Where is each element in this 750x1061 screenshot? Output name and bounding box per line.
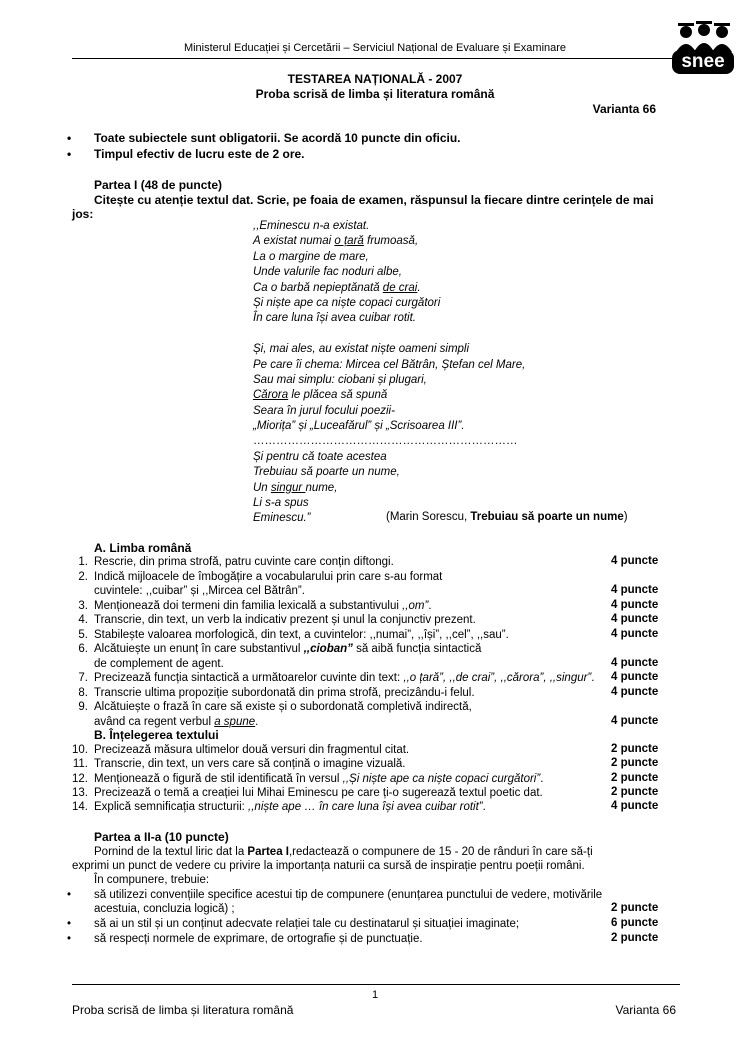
question: 12. Menționează o figură de stil identificată în versul ,,Și niște ape ca niște copaci curgători”. (72, 773, 544, 785)
question: 7. Precizează funcția sintactică a următoarelor cuvinte din text: ,,o țară”, ,,de crai”, ,,cărora”, ,,singur”. (78, 672, 595, 684)
general-rule: • Toate subiectele sunt obligatorii. Se acordă 10 puncte din oficiu. (67, 131, 461, 145)
poem-line: Ca o barbă nepieptănată de crai. (253, 281, 421, 294)
question-points: 4 puncte (611, 584, 659, 596)
poem-line: Un singur nume, (253, 481, 338, 494)
question-points: 4 puncte (611, 686, 659, 698)
poem-line: Trebuiau să poarte un nume, (253, 466, 400, 479)
part1-heading: Partea I (48 de puncte) (94, 178, 223, 192)
poem-line: Și niște ape ca niște copaci curgători (253, 296, 441, 309)
question-points: 2 puncte (611, 743, 659, 755)
question-points: 4 puncte (611, 628, 659, 640)
question-points: 2 puncte (611, 757, 659, 769)
part2-intro: Pornind de la textul liric dat la Partea I,redactează o compunere de 15 - 20 de rânduri în care să-ți (94, 846, 593, 858)
general-rule: • Timpul efectiv de lucru este de 2 ore. (67, 147, 305, 161)
snee-logo (668, 18, 738, 76)
poem-ellipsis: …………………………………………………………… (253, 435, 518, 448)
question-points: 4 puncte (611, 715, 659, 727)
header-ministry: Ministerul Educației și Cercetării – Serviciul Național de Evaluare și Examinare (183, 42, 567, 54)
graduates-icon (668, 18, 738, 52)
part1-instruction-end: jos: (72, 207, 94, 221)
question-points: 2 puncte (611, 772, 659, 784)
poem-line: „Miorița” și „Luceafărul” și „Scrisoarea III”. (253, 420, 465, 433)
page-number: 1 (371, 989, 379, 1001)
question: 2. Indică mijloacele de îmbogățire a vocabularului prin care s-au format (78, 571, 443, 583)
section-a-heading: A. Limba română (94, 541, 192, 555)
poem-line: ,,Eminescu n-a existat. (253, 220, 370, 232)
part2-heading: Partea a II-a (10 puncte) (94, 830, 229, 844)
variant-label: Varianta 66 (592, 102, 656, 116)
poem-line: A existat numai o țară frumoasă, (253, 235, 419, 248)
poem-line: Și pentru că toate acestea (253, 450, 387, 463)
poem-line: Seara în jurul focului poezii- (253, 404, 395, 417)
question: 9. Alcătuiește o frază în care să existe și o subordonată completivă indirectă, (78, 701, 472, 713)
poem-line: Cărora le plăcea să spună (253, 389, 388, 402)
poem (253, 219, 525, 527)
part2-intro-continued: exprimi un punct de vedere cu privire la importanța naturii ca sursă de inspirație pentru poeții români. (72, 860, 585, 872)
poem-source: (Marin Sorescu, Trebuiau să poarte un nume) (386, 511, 628, 523)
footer-right: Varianta 66 (615, 1003, 676, 1017)
requirement-points: 2 puncte (611, 902, 659, 914)
poem-line: Pe care îi chema: Mircea cel Bătrân, Ștefan cel Mare, (253, 358, 526, 371)
question: 11. Transcrie, din text, un vers care să conțină o imagine vizuală. (72, 758, 406, 770)
question-points: 4 puncte (611, 599, 659, 611)
question-points: 4 puncte (611, 555, 659, 567)
question: 5. Stabilește valoarea morfologică, din text, a cuvintelor: ,,numai”, ,,își”, ,,cel”, ,,sau”. (78, 629, 509, 641)
question-points: 4 puncte (611, 613, 659, 625)
footer-divider (72, 984, 680, 985)
requirement: • să ai un stil și un conținut adecvate relației tale cu destinatarul și situației imaginate; (67, 918, 520, 930)
question: 8. Transcrie ultima propoziție subordonată din prima strofă, precizându-i felul. (78, 687, 475, 699)
question: 3. Menționează doi termeni din familia lexicală a substantivului ,,om”. (78, 600, 432, 612)
part1-instruction: Citește cu atenție textul dat. Scrie, pe foaia de examen, răspunsul la fiecare dintre cerințele de mai (94, 193, 654, 207)
poem-line: În care luna își avea cuibar rotit. (253, 312, 416, 325)
question-continued: având ca regent verbul a spune. (94, 716, 259, 728)
question: 13. Precizează o temă a creației lui Mihai Eminescu pe care ți-o sugerează textul poetic dat. (72, 787, 543, 799)
poem-line: Eminescu.” (253, 512, 311, 525)
logo-text: snee (672, 50, 734, 74)
poem-line: Li s-a spus (253, 497, 309, 510)
question: 1. Rescrie, din prima strofă, patru cuvinte care conțin diftongi. (78, 556, 394, 568)
poem-line: La o margine de mare, (253, 250, 369, 263)
question: 4. Transcrie, din text, un verb la indicativ prezent și unul la conjunctiv prezent. (78, 614, 476, 626)
question-points: 4 puncte (611, 671, 659, 683)
poem-blank (253, 327, 525, 342)
requirement-points: 6 puncte (611, 917, 659, 929)
footer-left: Proba scrisă de limba și literatura română (72, 1003, 294, 1017)
requirement-continued: acestuia, concluzia logică) ; (94, 903, 235, 915)
question-continued: de complement de agent. (94, 658, 224, 670)
poem-line: Și, mai ales, au existat niște oameni simpli (253, 343, 470, 356)
requirement: • să utilizezi convențiile specifice acestui tip de compunere (enunțarea punctului de vedere, motivările (67, 889, 603, 901)
poem-line: Sau mai simplu: ciobani și plugari, (253, 373, 427, 386)
exam-subtitle: Proba scrisă de limba și literatura română (255, 87, 495, 101)
exam-title: TESTAREA NAȚIONALĂ - 2007 (287, 72, 463, 86)
requirement-points: 2 puncte (611, 932, 659, 944)
question-points: 4 puncte (611, 800, 659, 812)
section-b-heading: B. Înțelegerea textului (94, 728, 219, 742)
poem-line: Unde valurile fac noduri albe, (253, 266, 402, 279)
question: 6. Alcătuiește un enunț în care substantivul ,,cioban” să aibă funcția sintactică (78, 643, 482, 655)
question: 14. Explică semnificația structurii: ,,niște ape … în care luna își avea cuibar rotit”. (72, 801, 486, 813)
part2-requirements-label: În compunere, trebuie: (94, 874, 210, 886)
question-continued: cuvintele: ,,cuibar” și ,,Mircea cel Bătrân”. (94, 585, 305, 597)
requirement: • să respecți normele de exprimare, de ortografie și de punctuație. (67, 933, 423, 945)
question: 10. Precizează măsura ultimelor două versuri din fragmentul citat. (72, 744, 410, 756)
question-points: 2 puncte (611, 786, 659, 798)
header-divider (72, 58, 680, 59)
question-points: 4 puncte (611, 657, 659, 669)
